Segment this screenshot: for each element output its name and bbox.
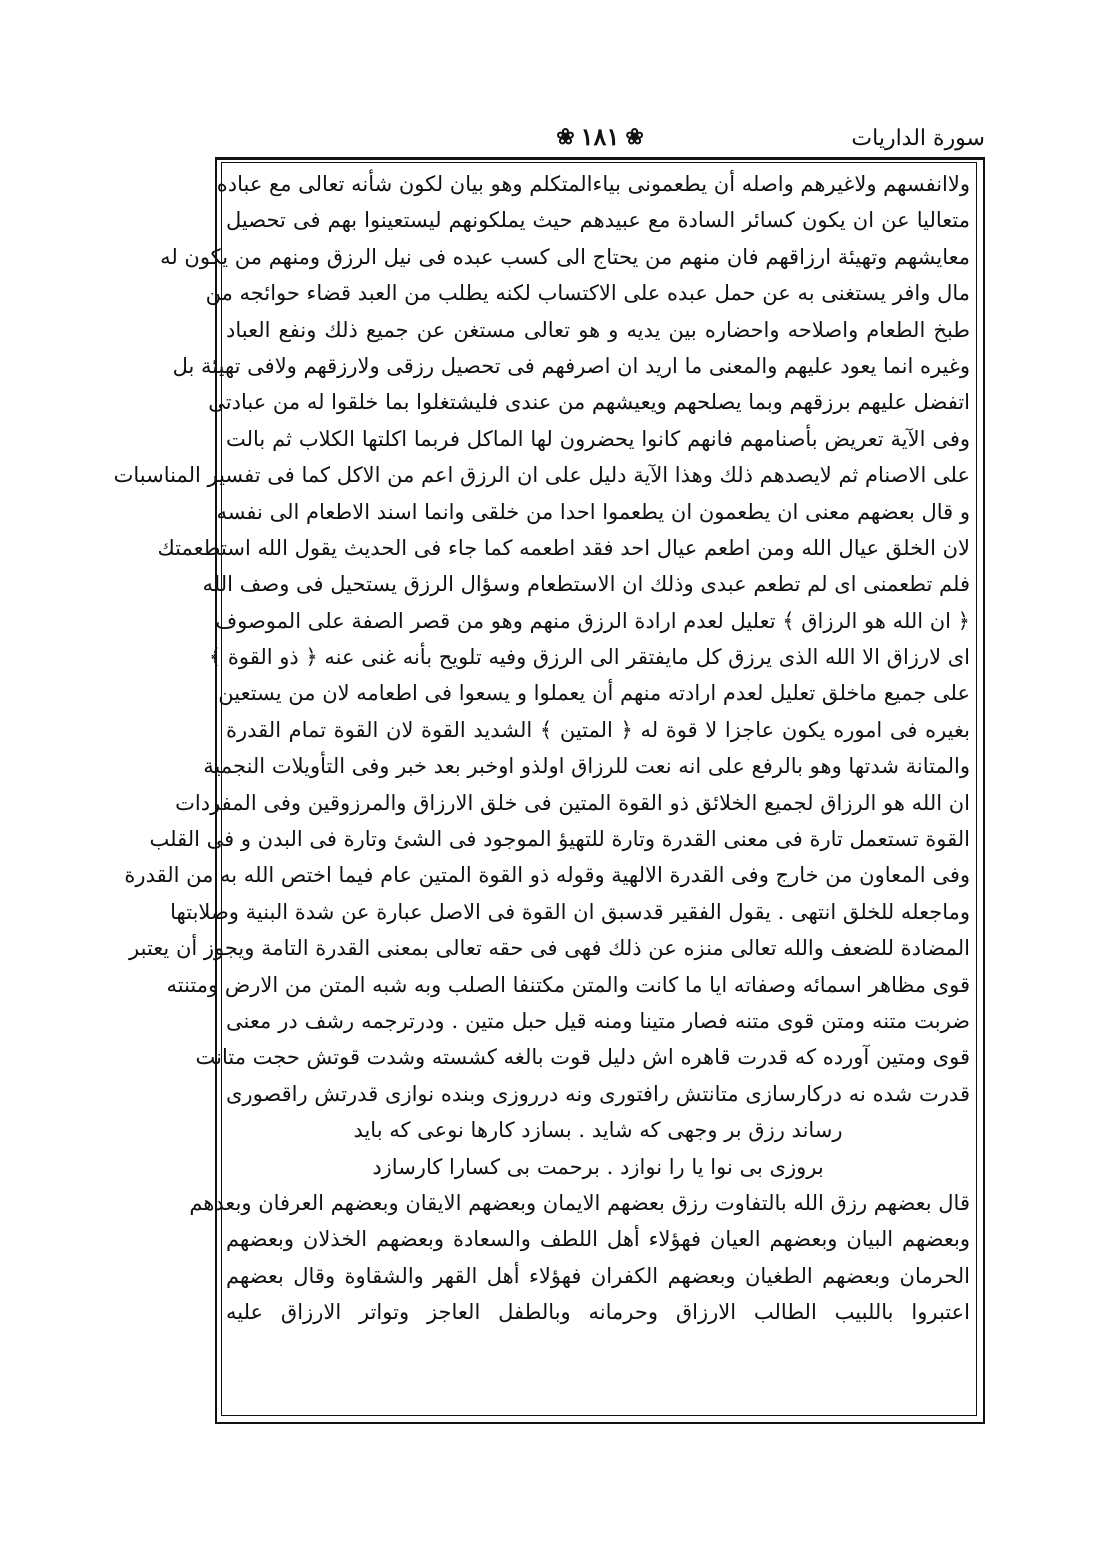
- text-line: قدرت شده نه دركارسازى متانتش رافتورى ونه درروزى وبنده نوازى قدرتش راقصورى: [226, 1081, 970, 1106]
- text-line: لان الخلق عيال الله ومن اطعم عيال احد فقد اطعمه كما جاء فى الحديث يقول الله استطعمتك: [157, 535, 970, 560]
- text-line: قال بعضهم رزق الله بالتفاوت رزق بعضهم الايمان وبعضهم الايقان وبعضهم العرفان وبعدهم: [189, 1190, 970, 1215]
- text-line: ولاانفسهم ولاغيرهم واصله أن يطعمونى بياءالمتكلم وهو بيان لكون شأنه تعالى مع عباده: [216, 172, 970, 196]
- text-line: طبخ الطعام واصلاحه واحضاره بين يديه و هو تعالى مستغن عن جميع ذلك ونفع العباد: [226, 317, 970, 342]
- text-line: وماجعله للخلق انتهى . يقول الفقير قدسبق ان القوة فى الاصل عبارة عن شدة البنية وصلابتها: [170, 899, 970, 924]
- text-line: وفى المعاون من خارج وفى القدرة الالهية وقوله ذو القوة المتين عام فيما اختص الله به من القدرة: [124, 863, 970, 888]
- poem-line: بروزى بى نوا يا را نوازد . برحمت بى كسارا كارسازد: [372, 1154, 824, 1179]
- text-line: ان الله هو الرزاق لجميع الخلائق ذو القوة المتين فى خلق الارزاق والمرزوقين وفى المفردات: [175, 790, 970, 815]
- surah-name: سورة الداريات: [851, 126, 985, 151]
- ornament-left-icon: ❀: [556, 123, 575, 150]
- page-header: [215, 120, 985, 156]
- body-text: [113, 166, 970, 1331]
- text-line: اى لارزاق الا الله الذى يرزق كل مايفتقر الى الرزق وفيه تلويح بأنه غنى عنه ﴿ ذو القوة ﴾: [208, 645, 970, 670]
- text-line: فلم تطعمنى اى لم تطعم عبدى وذلك ان الاستطعام وسؤال الرزق يستحيل فى وصف الله: [202, 572, 970, 597]
- text-line: وبعضهم البيان وبعضهم العيان فهؤلاء أهل اللطف والسعادة وبعضهم الخذلان وبعضهم: [226, 1227, 970, 1252]
- text-line: وفى الآية تعريض بأصنامهم فانهم كانوا يحضرون لها الماكل فربما اكلتها الكلاب ثم بالت: [226, 426, 970, 451]
- page-number: ١٨١: [580, 122, 620, 151]
- text-line: القوة تستعمل تارة فى معنى القدرة وتارة للتهيؤ الموجود فى الشئ وتارة فى البدن و فى القلب: [149, 827, 970, 852]
- text-line: على الاصنام ثم لايصدهم ذلك وهذا الآية دليل على ان الرزق اعم من الاكل كما فى تفسير المناسبات: [113, 463, 970, 488]
- text-line: بغيره فى اموره يكون عاجزا لا قوة له ﴿ المتين ﴾ الشديد القوة لان القوة تمام القدرة: [226, 717, 970, 742]
- text-line: والمتانة شدتها وهو بالرفع على انه نعت للرزاق اولذو اوخبر بعد خبر وفى التأويلات النجمية: [203, 754, 970, 779]
- text-line: اعتبروا باللبيب الطالب الارزاق وحرمانه وبالطفل العاجز وتواتر الارزاق عليه: [226, 1300, 970, 1325]
- text-line: و قال بعضهم معنى ان يطعمون ان يطعموا احدا من خلقى وانما اسند الاطعام الى نفسه: [216, 499, 970, 524]
- text-line: اتفضل عليهم برزقهم وبما يصلحهم ويعيشهم من عندى فليشتغلوا بما خلقوا له من عبادتى: [208, 390, 970, 415]
- text-line: مال وافر يستغنى به عن حمل عبده على الاكتساب لكنه يطلب من العبد قضاء حوائجه من: [205, 281, 970, 306]
- text-line: متعاليا عن ان يكون كسائر السادة مع عبيدهم حيث يملكونهم ليستعينوا بهم فى تحصيل: [226, 208, 970, 233]
- text-line: ضربت متنه ومتن قوى متنه فصار متينا ومنه قيل حبل متين . ودرترجمه رشف در معنى: [226, 1008, 970, 1033]
- text-line: على جميع ماخلق تعليل لعدم ارادته منهم أن يعملوا و يسعوا فى اطعامه لان من يستعين: [218, 681, 970, 706]
- page-number-block: [556, 122, 644, 151]
- ornament-right-icon: ❀: [625, 123, 644, 150]
- text-line: ﴿ ان الله هو الرزاق ﴾ تعليل لعدم ارادة الرزق منهم وهو من قصر الصفة على الموصوف: [215, 608, 970, 633]
- text-line: الحرمان وبعضهم الطغيان وبعضهم الكفران فهؤلاء أهل القهر والشقاوة وقال بعضهم: [226, 1263, 970, 1288]
- text-line: وغيره انما يعود عليهم والمعنى ما اريد ان اصرفهم فى تحصيل رزقى ولارزقهم ولافى تهيئة بل: [172, 353, 970, 378]
- text-line: المضادة للضعف والله تعالى منزه عن ذلك فهى فى حقه تعالى بمعنى القدرة التامة ويجوز أن يعتبر: [129, 936, 970, 961]
- text-line: قوى ومتين آورده كه قدرت قاهره اش دليل قوت بالغه كشسته وشدت قوتش حجت متانت: [195, 1045, 970, 1070]
- poem-line: رساند رزق بر وجهى كه شايد . بسازد كارها نوعى كه بايد: [353, 1118, 843, 1143]
- text-line: قوى مظاهر اسمائه وصفاته ايا ما كانت والمتن مكتنفا الصلب وبه شبه المتن من الارض ومتنته: [166, 972, 970, 997]
- text-line: معايشهم وتهيئة ارزاقهم فان منهم من يحتاج الى كسب عبده فى نيل الرزق ومنهم من يكون له: [160, 244, 970, 269]
